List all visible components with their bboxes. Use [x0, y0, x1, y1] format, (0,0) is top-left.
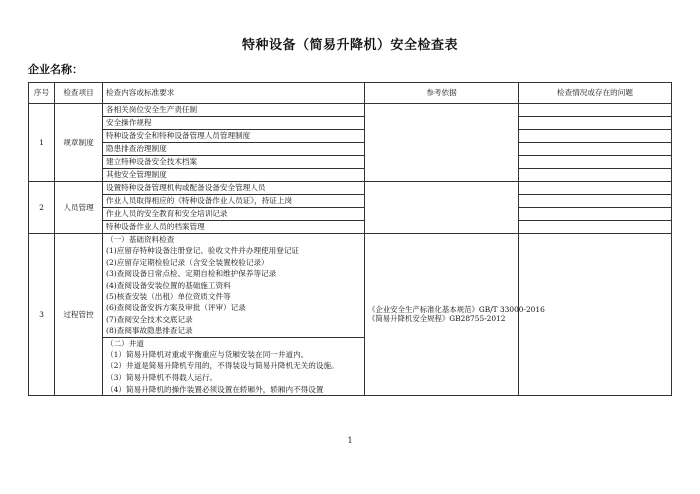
table-row: [29, 169, 672, 182]
check-line: （2）井道是简易升降机专用的，不得装设与简易升降机无关的设施。: [106, 361, 339, 371]
shaft-block: [103, 337, 364, 396]
content-cell: 特种设备安全和特种设备管理人员管理制度: [103, 130, 365, 143]
section-seq: 3: [29, 234, 55, 396]
check-line: (7)查阅安全技术交底记录: [106, 314, 193, 324]
result-cell[interactable]: [519, 117, 672, 130]
subheading-shaft: （二）井道: [106, 338, 144, 348]
check-line: （4）简易升降机的操作装置必须设置在轿厢外，轿厢内不得设置: [106, 384, 324, 394]
content-cell: 其他安全管理制度: [103, 169, 365, 182]
process-content-cell: [103, 234, 365, 396]
result-cell[interactable]: [519, 156, 672, 169]
inspection-table: [28, 82, 672, 396]
content-cell: 作业人员取得相应的《特种设备作业人员证》，持证上岗: [103, 195, 365, 208]
table-row: [29, 143, 672, 156]
table-row: [29, 104, 672, 117]
content-cell: 作业人员的安全教育和安全培训记录: [103, 208, 365, 221]
page-number: 1: [347, 436, 353, 445]
content-cell: 安全操作规程: [103, 117, 365, 130]
header-basis: 参考依据: [365, 83, 519, 104]
check-line: （1）简易升降机对重或平衡重应与货厢安装在同一井道内。: [106, 350, 309, 360]
company-name-label: 企业名称：: [28, 63, 83, 76]
table-row: [29, 130, 672, 143]
basis-standard-2: 《简易升降机安全规程》GB28755-2012: [368, 313, 506, 323]
content-cell: 设置特种设备管理机构或配备设备安全管理人员: [103, 182, 365, 195]
header-result: 检查情况或存在的问题: [519, 83, 672, 104]
table-row: [29, 156, 672, 169]
header-seq: 序号: [29, 83, 55, 104]
check-line: (5)核查安装（出租）单位资质文件等: [106, 292, 231, 302]
result-cell[interactable]: [519, 208, 672, 221]
header-content: 检查内容或标准要求: [103, 83, 365, 104]
basis-standard-1: 《企业安全生产标准化基本规范》GB/T 33000-2016: [368, 304, 545, 314]
basis-cell: [365, 104, 519, 182]
content-cell: 隐患排查治理制度: [103, 143, 365, 156]
check-line: (1)应留存特种设备注册登记、验收文件并办理使用登记证: [106, 246, 300, 256]
result-cell[interactable]: [519, 104, 672, 117]
result-cell[interactable]: [519, 182, 672, 195]
content-cell: 建立特种设备安全技术档案: [103, 156, 365, 169]
section-seq: 2: [29, 182, 55, 234]
section-seq: 1: [29, 104, 55, 182]
check-line: (8)查阅事故隐患排查记录: [106, 326, 193, 336]
section-item: 过程管控: [55, 234, 103, 396]
check-line: （3）简易升降机不得载人运行。: [106, 373, 218, 383]
section-item: 规章制度: [55, 104, 103, 182]
result-cell[interactable]: [519, 130, 672, 143]
header-item: 检查项目: [55, 83, 103, 104]
table-row: [29, 208, 672, 221]
table-row: [29, 182, 672, 195]
section-item: 人员管理: [55, 182, 103, 234]
check-line: (6)查阅设备安拆方案及审批（评审）记录: [106, 303, 246, 313]
table-row: [29, 234, 672, 396]
subheading-basic-docs: （一）基础资料检查: [106, 235, 175, 244]
table-row: [29, 117, 672, 130]
basis-cell: [365, 182, 519, 234]
table-row: [29, 221, 672, 234]
result-cell[interactable]: [519, 234, 672, 396]
check-line: (3)查阅设备日常点检、定期自检和维护保养等记录: [106, 269, 277, 279]
basis-cell: [365, 234, 545, 396]
result-cell[interactable]: [519, 221, 672, 234]
content-cell: 各相关岗位安全生产责任制: [103, 104, 365, 117]
check-line: (4)查阅设备安装位置的基础施工资料: [106, 280, 231, 290]
table-header-row: [29, 83, 672, 104]
table-row: [29, 195, 672, 208]
content-cell: 特种设备作业人员的档案管理: [103, 221, 365, 234]
result-cell[interactable]: [519, 169, 672, 182]
check-line: (2)应留存定期检验记录（含安全装置校验记录）: [106, 257, 269, 267]
result-cell[interactable]: [519, 195, 672, 208]
document-title: 特种设备（简易升降机）安全检查表: [241, 38, 458, 53]
result-cell[interactable]: [519, 143, 672, 156]
